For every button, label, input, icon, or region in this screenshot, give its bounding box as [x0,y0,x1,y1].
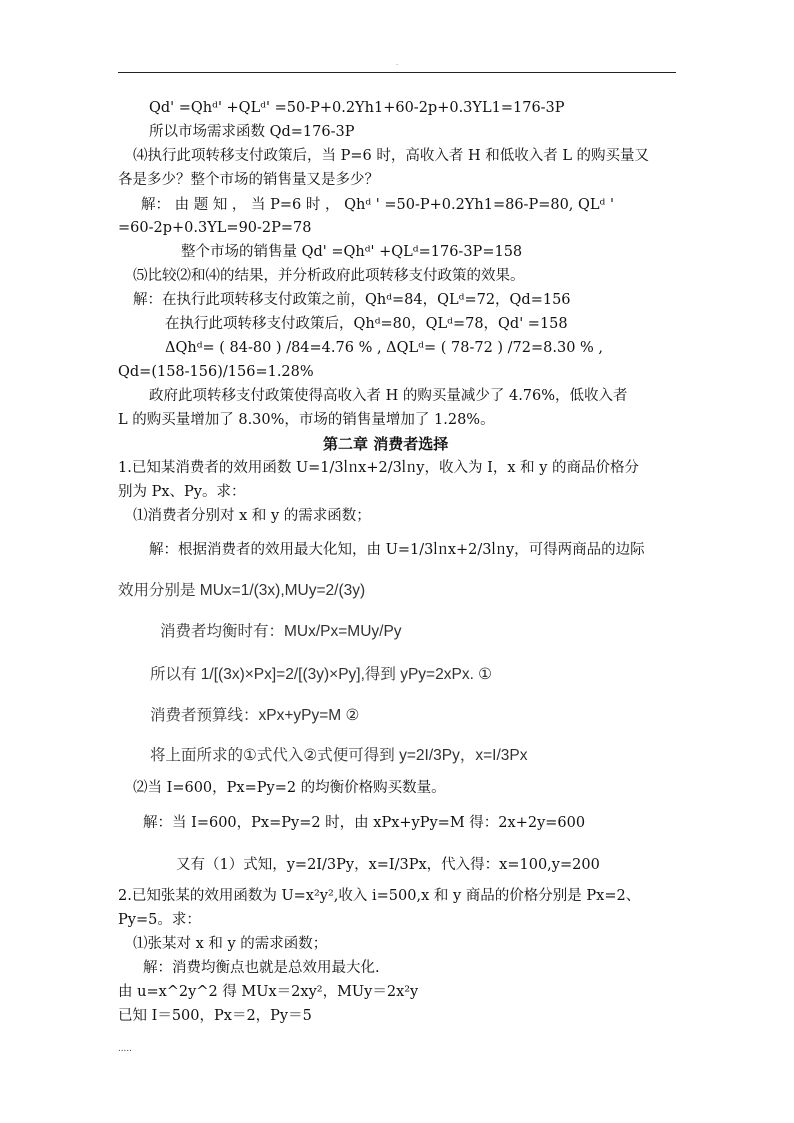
answer-5-line2: 在执行此项转移支付政策后，Qhᵈ=80，QLᵈ=78，Qd' =158 [165,316,568,332]
answer-4-line1: 解： 由 题 知 ， 当 P=6 时 ， Qhᵈ ' =50-P+0.2Yh1=86-P=80, QLᵈ ' [141,197,614,213]
answer-5-line1: 解：在执行此项转移支付政策之前，Qhᵈ=84，QLᵈ=72，Qd=156 [133,292,571,308]
header-mark: . [396,58,399,67]
eq-qd-total: Qd' =Qhᵈ' +QLᵈ' =50-P+0.2Yh1+60-2p+0.3YL1=176-3P [149,100,565,116]
problem-1-q1: ⑴消费者分别对 x 和 y 的需求函数； [133,508,371,524]
solution-1-line6: 将上面所求的①式代入②式便可得到 y=2I/3Py，x=I/3Px [150,747,528,764]
solution-1-line2: 效用分别是 MUx=1/(3x),MUy=2/(3y) [118,582,366,599]
header-rule [118,72,676,73]
answer-5-line3: ΔQhᵈ= ( 84-80 ) /84=4.76 % , ΔQLᵈ= ( 78-72 ) /72=8.30 % , [165,340,604,356]
solution-p2-line2: 由 u=x^2y^2 得 MUx＝2xy²，MUy＝2x²y [118,984,419,1000]
problem-2-q1: ⑴张某对 x 和 y 的需求函数； [133,936,328,952]
solution-2-line2: 又有（1）式知，y=2I/3Py，x=I/3Px，代入得：x=100,y=200 [176,857,600,873]
solution-2-line1: 解：当 I=600，Px=Py=2 时，由 xPx+yPy=M 得：2x+2y=600 [143,815,586,831]
solution-1-line4: 所以有 1/[(3x)×Px]=2/[(3y)×Py],得到 yPy=2xPx. ① [150,666,493,683]
question-5: ⑸比较⑵和⑷的结果，并分析政府此项转移支付政策的效果。 [133,268,525,284]
question-4-line1: ⑷执行此项转移支付政策后，当 P=6 时，高收入者 H 和低收入者 L 的购买量又 [133,148,650,164]
problem-1-line2: 别为 Px、Py。求： [118,484,246,500]
problem-1-q2: ⑵当 I=600，Px=Py=2 的均衡价格购买数量。 [133,780,446,796]
problem-2-line1: 2.已知张某的效用函数为 U=x²y²,收入 i=500,x 和 y 商品的价格分别是 Px=2、 [118,888,641,904]
problem-2-line2: Py=5。求： [118,912,201,928]
answer-5-line4: Qd=(158-156)/156=1.28% [118,364,314,380]
answer-4-line2: =60-2p+0.3YL=90-2P=78 [118,220,312,236]
solution-p2-line1: 解：消费均衡点也就是总效用最大化. [143,960,380,976]
conclusion-line1: 政府此项转移支付政策使得高收入者 H 的购买量减少了 4.76%，低收入者 [149,388,628,404]
answer-4-line3: 整个市场的销售量 Qd' =Qhᵈ' +QLᵈ=176-3P=158 [181,244,523,260]
solution-p2-line3: 已知 I＝500，Px＝2，Py＝5 [118,1008,312,1024]
chapter-title: 第二章 消费者选择 [323,435,449,453]
conclusion-line2: L 的购买量增加了 8.30%，市场的销售量增加了 1.28%。 [118,412,495,428]
footer-mark: ..... [118,1043,132,1054]
problem-1-line1: 1.已知某消费者的效用函数 U=1/3㏑x+2/3㏑y，收入为 I，x 和 y 的商品价格分 [118,460,640,476]
solution-1-line5: 消费者预算线：xPx+yPy=M ② [150,707,360,724]
question-4-line2: 各是多少？整个市场的销售量又是多少？ [118,172,379,188]
market-demand: 所以市场需求函数 Qd=176-3P [149,124,355,140]
solution-1-line3: 消费者均衡时有：MUx/Px=MUy/Py [160,623,402,640]
solution-1-line1: 解：根据消费者的效用最大化知，由 U=1/3㏑x+2/3㏑y，可得两商品的边际 [149,542,645,558]
